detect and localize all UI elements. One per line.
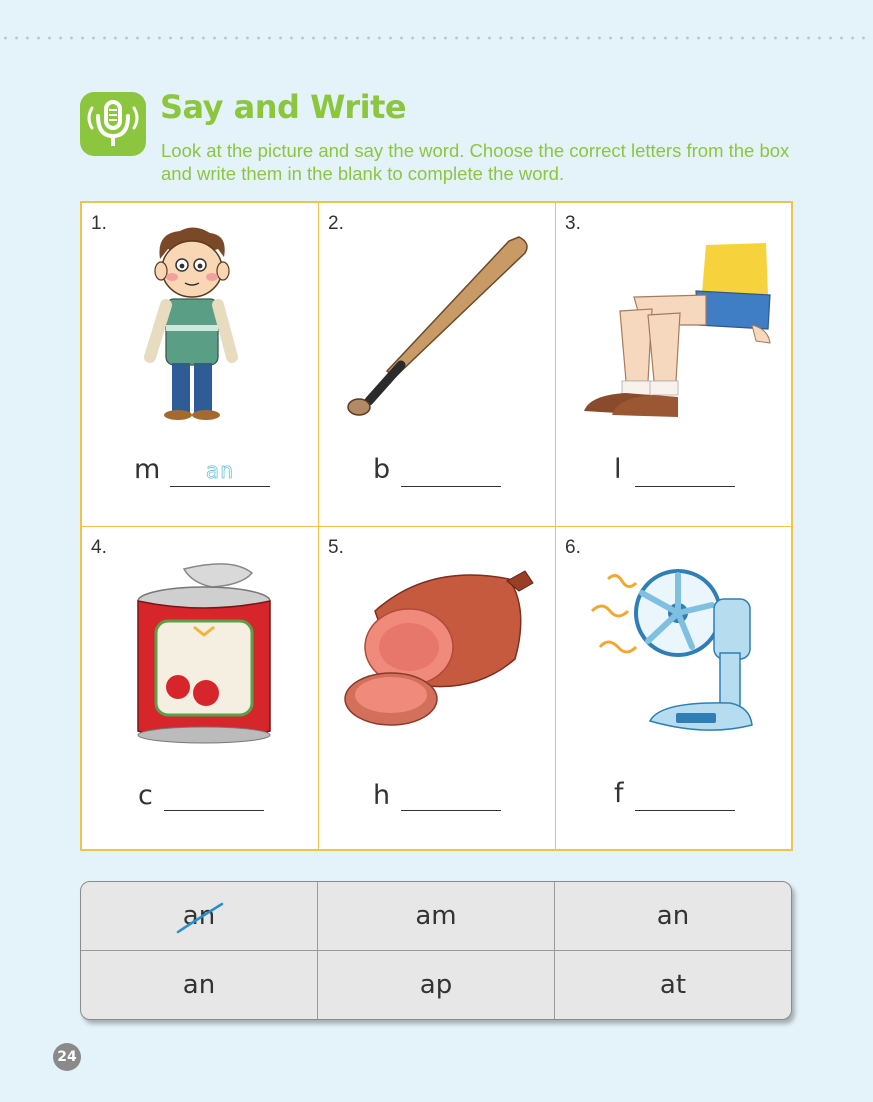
- word-choice-label: am: [415, 901, 457, 931]
- exercise-item: [319, 203, 556, 527]
- boy-picture: [82, 225, 317, 425]
- word-choice-label: an: [182, 970, 216, 1000]
- item-number: 2.: [328, 213, 344, 234]
- word-choice[interactable]: [555, 951, 791, 1019]
- word-choice-label: an: [656, 901, 690, 931]
- dotted-divider: [0, 36, 873, 40]
- word-choice[interactable]: [318, 882, 555, 951]
- lap-picture: [556, 225, 791, 425]
- starting-letter: b: [373, 454, 391, 485]
- word-choice[interactable]: [555, 882, 791, 951]
- item-number: 1.: [91, 213, 107, 234]
- exercise-item: [82, 203, 319, 527]
- ham-picture: [319, 549, 554, 749]
- word-choice-label: ap: [419, 970, 453, 1000]
- item-number: 6.: [565, 537, 581, 558]
- starting-letter: c: [138, 780, 153, 811]
- word-box: [80, 881, 792, 1020]
- answer-blank[interactable]: [635, 459, 735, 487]
- exercise-item: [319, 527, 556, 849]
- item-number: 4.: [91, 537, 107, 558]
- item-number: 3.: [565, 213, 581, 234]
- microphone-icon: [80, 92, 146, 156]
- answer-blank[interactable]: [635, 783, 735, 811]
- exercise-item: [82, 527, 319, 849]
- word-choice[interactable]: [81, 882, 318, 951]
- crossed-out-mark: [176, 900, 226, 936]
- starting-letter: m: [134, 454, 161, 485]
- answer-blank[interactable]: [401, 459, 501, 487]
- starting-letter: f: [614, 778, 624, 809]
- item-number: 5.: [328, 537, 344, 558]
- word-choice-label: an: [182, 901, 216, 931]
- can-picture: [82, 549, 317, 749]
- fan-picture: [556, 549, 791, 749]
- baseball-bat-picture: [319, 225, 554, 425]
- exercise-item: [556, 527, 791, 849]
- instructions: Look at the picture and say the word. Choose the correct letters from the box and write them in the blank to complete the word.: [161, 140, 790, 184]
- starting-letter: l: [614, 454, 622, 485]
- word-choice-label: at: [659, 970, 687, 1000]
- starting-letter: h: [373, 780, 391, 811]
- answer-blank[interactable]: [164, 783, 264, 811]
- word-choice[interactable]: [81, 951, 318, 1019]
- answer-blank[interactable]: [401, 783, 501, 811]
- word-choice[interactable]: [318, 951, 555, 1019]
- page-title: Say and Write: [160, 88, 407, 126]
- exercise-item: [556, 203, 791, 527]
- page-number: 24: [53, 1043, 81, 1071]
- exercise-grid: [80, 201, 793, 851]
- answer-blank[interactable]: an: [170, 459, 270, 487]
